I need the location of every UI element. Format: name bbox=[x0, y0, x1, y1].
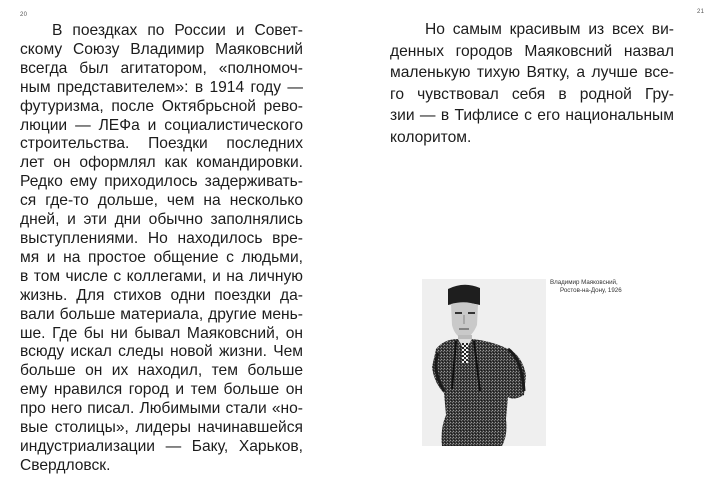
text-line: Но самым красивым из всех ви- bbox=[425, 21, 674, 38]
text-line: лет он оформлял как командировки. bbox=[20, 154, 303, 172]
text-line: денных городов Маяковсний назвал bbox=[390, 42, 674, 60]
text-line: вали больше материала, другие мень- bbox=[20, 305, 303, 323]
text-line: Свердловск. bbox=[20, 456, 111, 474]
text-line: футуризма, после Октябрьсной рево- bbox=[20, 97, 303, 115]
page-number-left: 20 bbox=[20, 12, 28, 18]
text-line: Редко ему приходилось задерживать- bbox=[20, 173, 303, 191]
text-line: ему нравился город и тем больше он bbox=[20, 381, 303, 399]
right-page bbox=[363, 0, 726, 500]
text-line: строительства. Поездки последних bbox=[20, 135, 303, 153]
caption-line-place-date: Ростов-на-Дону, 1926 bbox=[560, 286, 622, 294]
photo-caption bbox=[550, 279, 622, 294]
portrait-photo-illustration bbox=[422, 279, 546, 446]
text-line: всюду искал следы новой жизни. Чем bbox=[20, 343, 303, 361]
page-number-right: 21 bbox=[697, 9, 705, 15]
text-line: го чувствовал себя в родной Гру- bbox=[390, 85, 674, 103]
text-line: ным представителем»: в 1914 году — bbox=[20, 78, 303, 96]
text-line: мя и на простое общение с людьми, bbox=[20, 248, 303, 266]
left-page-paragraph bbox=[20, 22, 303, 476]
text-line: зии — в Тифлисе с его национальным bbox=[390, 107, 674, 125]
text-line: вые столицы», лидеры начинавшейся bbox=[20, 419, 303, 437]
text-line: всегда был агитатором, «полномоч- bbox=[20, 59, 303, 77]
text-line: маленькую тихую Вятку, а лучше все- bbox=[390, 64, 674, 82]
text-line: в том числе с коллегами, и на личную bbox=[20, 267, 303, 285]
text-line: люции — ЛЕФа и социалистического bbox=[20, 116, 303, 134]
text-line: В поездках по России и Совет- bbox=[52, 22, 303, 39]
text-line: ся где-то дольше, чем на несколько bbox=[20, 192, 303, 210]
right-page-paragraph bbox=[390, 19, 674, 149]
text-line: про него писал. Любимыми стали «но- bbox=[20, 400, 303, 418]
text-line: жизнь. Для стихов одни поездки да- bbox=[20, 286, 303, 304]
text-line: выступлениями. Но находилось вре- bbox=[20, 229, 303, 247]
text-line: колоритом. bbox=[390, 128, 472, 146]
text-line: ше. Где бы ни бывал Маяковсний, он bbox=[20, 324, 303, 342]
portrait-photo bbox=[422, 279, 546, 446]
text-line: скому Союзу Владимир Маяковсний bbox=[20, 40, 303, 58]
text-line: индустриализации — Баку, Харьков, bbox=[20, 437, 303, 455]
text-line: больше он их находил, тем больше bbox=[20, 362, 303, 380]
caption-line-name: Владимир Маяковсний, bbox=[550, 279, 618, 286]
text-line: дней, и эти дни обычно заполнялись bbox=[20, 211, 303, 229]
